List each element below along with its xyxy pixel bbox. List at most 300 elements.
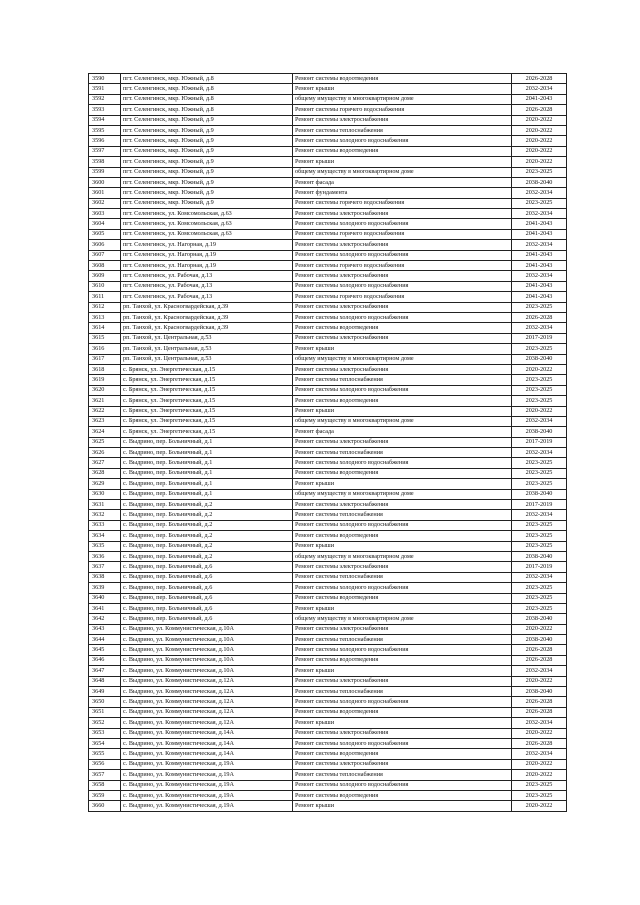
table-row [89, 603, 567, 613]
row-number-cell: 3618 [89, 364, 121, 374]
table-row [89, 146, 567, 156]
table-row [89, 531, 567, 541]
work-type-cell: Ремонт системы электроснабжения [293, 302, 512, 312]
period-cell: 2038-2040 [512, 614, 567, 624]
row-number-cell: 3656 [89, 759, 121, 769]
period-cell: 2023-2025 [512, 167, 567, 177]
address-cell: рп. Танхой, ул. Центральная, д.53 [121, 354, 293, 364]
row-number-cell: 3617 [89, 354, 121, 364]
address-cell: пгт. Селенгинск, ул. Рабочая, д.13 [121, 281, 293, 291]
table-row [89, 354, 567, 364]
period-cell: 2026-2028 [512, 655, 567, 665]
work-type-cell: общему имуществу в многоквартирном доме [293, 416, 512, 426]
period-cell: 2020-2022 [512, 728, 567, 738]
work-type-cell: Ремонт системы электроснабжения [293, 759, 512, 769]
row-number-cell: 3596 [89, 136, 121, 146]
address-cell: с. Брянск, ул. Энергетическая, д.15 [121, 427, 293, 437]
row-number-cell: 3619 [89, 375, 121, 385]
period-cell: 2041-2043 [512, 94, 567, 104]
row-number-cell: 3610 [89, 281, 121, 291]
table-row [89, 364, 567, 374]
work-type-cell: Ремонт системы холодного водоснабжения [293, 697, 512, 707]
table-row [89, 676, 567, 686]
row-number-cell: 3606 [89, 240, 121, 250]
period-cell: 2023-2025 [512, 302, 567, 312]
row-number-cell: 3646 [89, 655, 121, 665]
row-number-cell: 3615 [89, 333, 121, 343]
period-cell: 2038-2040 [512, 551, 567, 561]
table-row [89, 229, 567, 239]
table-row [89, 344, 567, 354]
address-cell: с. Выдрино, пер. Больничный, д.2 [121, 541, 293, 551]
table-row [89, 790, 567, 800]
table-row [89, 645, 567, 655]
row-number-cell: 3649 [89, 687, 121, 697]
work-type-cell: Ремонт системы горячего водоснабжения [293, 261, 512, 271]
period-cell: 2038-2040 [512, 635, 567, 645]
row-number-cell: 3658 [89, 780, 121, 790]
work-type-cell: Ремонт крыши [293, 603, 512, 613]
table-row [89, 177, 567, 187]
address-cell: пгт. Селенгинск, ул. Нагорная, д.19 [121, 250, 293, 260]
address-cell: с. Выдрино, ул. Коммунистическая, д.10А [121, 635, 293, 645]
row-number-cell: 3603 [89, 209, 121, 219]
table-row [89, 718, 567, 728]
row-number-cell: 3654 [89, 739, 121, 749]
work-type-cell: Ремонт крыши [293, 479, 512, 489]
address-cell: пгт. Селенгинск, мкр. Южный, д.9 [121, 198, 293, 208]
address-cell: с. Выдрино, пер. Больничный, д.6 [121, 593, 293, 603]
period-cell: 2041-2043 [512, 281, 567, 291]
work-type-cell: Ремонт системы теплоснабжения [293, 448, 512, 458]
row-number-cell: 3650 [89, 697, 121, 707]
table-row [89, 240, 567, 250]
work-type-cell: Ремонт системы электроснабжения [293, 333, 512, 343]
row-number-cell: 3601 [89, 188, 121, 198]
table-row [89, 375, 567, 385]
table-row [89, 562, 567, 572]
period-cell: 2041-2043 [512, 229, 567, 239]
row-number-cell: 3614 [89, 323, 121, 333]
period-cell: 2038-2040 [512, 177, 567, 187]
table-row [89, 572, 567, 582]
table-row [89, 198, 567, 208]
work-type-cell: Ремонт системы водоотведения [293, 146, 512, 156]
period-cell: 2038-2040 [512, 427, 567, 437]
work-type-cell: общему имуществу в многоквартирном доме [293, 489, 512, 499]
period-cell: 2026-2028 [512, 74, 567, 84]
work-type-cell: Ремонт системы электроснабжения [293, 240, 512, 250]
work-type-cell: общему имуществу в многоквартирном доме [293, 614, 512, 624]
table-row [89, 167, 567, 177]
period-cell: 2041-2043 [512, 261, 567, 271]
address-cell: пгт. Селенгинск, мкр. Южный, д.9 [121, 146, 293, 156]
address-cell: с. Выдрино, ул. Коммунистическая, д.14А [121, 728, 293, 738]
period-cell: 2023-2025 [512, 541, 567, 551]
table-row [89, 292, 567, 302]
work-type-cell: Ремонт системы холодного водоснабжения [293, 739, 512, 749]
table-body [89, 74, 567, 812]
work-type-cell: Ремонт системы холодного водоснабжения [293, 281, 512, 291]
row-number-cell: 3657 [89, 770, 121, 780]
row-number-cell: 3660 [89, 801, 121, 811]
address-cell: пгт. Селенгинск, мкр. Южный, д.9 [121, 177, 293, 187]
table-row [89, 136, 567, 146]
address-cell: с. Выдрино, пер. Больничный, д.1 [121, 458, 293, 468]
period-cell: 2020-2022 [512, 406, 567, 416]
table-row [89, 728, 567, 738]
work-type-cell: Ремонт крыши [293, 84, 512, 94]
work-type-cell: Ремонт крыши [293, 406, 512, 416]
work-type-cell: Ремонт крыши [293, 344, 512, 354]
period-cell: 2017-2019 [512, 333, 567, 343]
address-cell: пгт. Селенгинск, мкр. Южный, д.9 [121, 115, 293, 125]
row-number-cell: 3608 [89, 261, 121, 271]
table-row [89, 655, 567, 665]
address-cell: с. Выдрино, пер. Больничный, д.1 [121, 468, 293, 478]
work-type-cell: Ремонт системы холодного водоснабжения [293, 250, 512, 260]
work-type-cell: Ремонт системы водоотведения [293, 74, 512, 84]
table-row [89, 125, 567, 135]
work-type-cell: Ремонт системы водоотведения [293, 655, 512, 665]
table-row [89, 770, 567, 780]
period-cell: 2020-2022 [512, 146, 567, 156]
period-cell: 2038-2040 [512, 354, 567, 364]
address-cell: с. Выдрино, пер. Больничный, д.6 [121, 562, 293, 572]
work-type-cell: Ремонт системы водоотведения [293, 593, 512, 603]
work-type-cell: Ремонт системы теплоснабжения [293, 125, 512, 135]
work-type-cell: Ремонт системы электроснабжения [293, 624, 512, 634]
work-type-cell: Ремонт крыши [293, 666, 512, 676]
row-number-cell: 3607 [89, 250, 121, 260]
row-number-cell: 3591 [89, 84, 121, 94]
row-number-cell: 3625 [89, 437, 121, 447]
address-cell: рп. Танхой, ул. Центральная, д.53 [121, 333, 293, 343]
address-cell: пгт. Селенгинск, мкр. Южный, д.9 [121, 125, 293, 135]
row-number-cell: 3637 [89, 562, 121, 572]
table-row [89, 385, 567, 395]
work-type-cell: Ремонт фасада [293, 427, 512, 437]
address-cell: с. Выдрино, пер. Больничный, д.6 [121, 572, 293, 582]
address-cell: пгт. Селенгинск, ул. Комсомольская, д.63 [121, 209, 293, 219]
work-type-cell: Ремонт крыши [293, 718, 512, 728]
work-type-cell: Ремонт системы водоотведения [293, 323, 512, 333]
address-cell: с. Выдрино, пер. Больничный, д.1 [121, 448, 293, 458]
table-row [89, 749, 567, 759]
period-cell: 2026-2028 [512, 707, 567, 717]
period-cell: 2020-2022 [512, 770, 567, 780]
period-cell: 2026-2028 [512, 312, 567, 322]
period-cell: 2026-2028 [512, 739, 567, 749]
period-cell: 2020-2022 [512, 157, 567, 167]
address-cell: с. Выдрино, ул. Коммунистическая, д.12А [121, 707, 293, 717]
work-type-cell: Ремонт системы теплоснабжения [293, 375, 512, 385]
row-number-cell: 3632 [89, 510, 121, 520]
work-type-cell: Ремонт крыши [293, 801, 512, 811]
work-type-cell: Ремонт системы холодного водоснабжения [293, 458, 512, 468]
work-type-cell: Ремонт системы холодного водоснабжения [293, 219, 512, 229]
table-row [89, 458, 567, 468]
address-cell: с. Выдрино, пер. Больничный, д.2 [121, 500, 293, 510]
period-cell: 2020-2022 [512, 624, 567, 634]
period-cell: 2026-2028 [512, 105, 567, 115]
work-type-cell: Ремонт системы электроснабжения [293, 364, 512, 374]
row-number-cell: 3659 [89, 790, 121, 800]
work-type-cell: Ремонт системы водоотведения [293, 707, 512, 717]
address-cell: с. Выдрино, ул. Коммунистическая, д.10А [121, 655, 293, 665]
period-cell: 2017-2019 [512, 437, 567, 447]
work-type-cell: общему имуществу в многоквартирном доме [293, 94, 512, 104]
period-cell: 2020-2022 [512, 676, 567, 686]
period-cell: 2017-2019 [512, 500, 567, 510]
row-number-cell: 3612 [89, 302, 121, 312]
row-number-cell: 3623 [89, 416, 121, 426]
address-cell: пгт. Селенгинск, мкр. Южный, д.9 [121, 136, 293, 146]
row-number-cell: 3652 [89, 718, 121, 728]
table-row [89, 437, 567, 447]
table-row [89, 780, 567, 790]
period-cell: 2020-2022 [512, 364, 567, 374]
repair-schedule-table [88, 73, 567, 812]
row-number-cell: 3602 [89, 198, 121, 208]
table-row [89, 281, 567, 291]
table-row [89, 427, 567, 437]
work-type-cell: Ремонт системы горячего водоснабжения [293, 105, 512, 115]
period-cell: 2032-2034 [512, 572, 567, 582]
period-cell: 2032-2034 [512, 323, 567, 333]
address-cell: с. Брянск, ул. Энергетическая, д.15 [121, 375, 293, 385]
period-cell: 2041-2043 [512, 250, 567, 260]
table-row [89, 302, 567, 312]
period-cell: 2023-2025 [512, 603, 567, 613]
table-row [89, 74, 567, 84]
work-type-cell: Ремонт системы водоотведения [293, 531, 512, 541]
address-cell: с. Выдрино, ул. Коммунистическая, д.10А [121, 666, 293, 676]
row-number-cell: 3616 [89, 344, 121, 354]
table-row [89, 219, 567, 229]
address-cell: с. Выдрино, ул. Коммунистическая, д.10А [121, 624, 293, 634]
address-cell: с. Выдрино, ул. Коммунистическая, д.19А [121, 759, 293, 769]
work-type-cell: Ремонт системы теплоснабжения [293, 635, 512, 645]
address-cell: с. Выдрино, ул. Коммунистическая, д.19А [121, 770, 293, 780]
row-number-cell: 3638 [89, 572, 121, 582]
period-cell: 2023-2025 [512, 531, 567, 541]
period-cell: 2020-2022 [512, 115, 567, 125]
period-cell: 2023-2025 [512, 790, 567, 800]
work-type-cell: Ремонт системы горячего водоснабжения [293, 198, 512, 208]
row-number-cell: 3594 [89, 115, 121, 125]
period-cell: 2023-2025 [512, 396, 567, 406]
row-number-cell: 3634 [89, 531, 121, 541]
period-cell: 2032-2034 [512, 416, 567, 426]
row-number-cell: 3611 [89, 292, 121, 302]
period-cell: 2032-2034 [512, 209, 567, 219]
table-row [89, 250, 567, 260]
work-type-cell: Ремонт системы водоотведения [293, 396, 512, 406]
table-row [89, 801, 567, 811]
work-type-cell: Ремонт системы холодного водоснабжения [293, 520, 512, 530]
table-row [89, 468, 567, 478]
period-cell: 2041-2043 [512, 219, 567, 229]
table-row [89, 323, 567, 333]
address-cell: с. Брянск, ул. Энергетическая, д.15 [121, 406, 293, 416]
work-type-cell: Ремонт крыши [293, 157, 512, 167]
table-row [89, 489, 567, 499]
address-cell: пгт. Селенгинск, мкр. Южный, д.8 [121, 84, 293, 94]
address-cell: рп. Танхой, ул. Красногвардейская, д.39 [121, 323, 293, 333]
row-number-cell: 3609 [89, 271, 121, 281]
table-row [89, 396, 567, 406]
address-cell: с. Брянск, ул. Энергетическая, д.15 [121, 364, 293, 374]
row-number-cell: 3595 [89, 125, 121, 135]
work-type-cell: Ремонт системы электроснабжения [293, 115, 512, 125]
row-number-cell: 3592 [89, 94, 121, 104]
period-cell: 2023-2025 [512, 468, 567, 478]
address-cell: с. Выдрино, ул. Коммунистическая, д.19А [121, 801, 293, 811]
table-row [89, 593, 567, 603]
row-number-cell: 3590 [89, 74, 121, 84]
work-type-cell: Ремонт системы теплоснабжения [293, 770, 512, 780]
row-number-cell: 3624 [89, 427, 121, 437]
address-cell: с. Выдрино, ул. Коммунистическая, д.12А [121, 718, 293, 728]
row-number-cell: 3644 [89, 635, 121, 645]
period-cell: 2041-2043 [512, 292, 567, 302]
row-number-cell: 3599 [89, 167, 121, 177]
period-cell: 2026-2028 [512, 645, 567, 655]
address-cell: рп. Танхой, ул. Красногвардейская, д.39 [121, 312, 293, 322]
row-number-cell: 3628 [89, 468, 121, 478]
table-row [89, 416, 567, 426]
table-row [89, 94, 567, 104]
work-type-cell: Ремонт системы горячего водоснабжения [293, 229, 512, 239]
table-row [89, 115, 567, 125]
row-number-cell: 3633 [89, 520, 121, 530]
table-row [89, 614, 567, 624]
work-type-cell: Ремонт системы холодного водоснабжения [293, 583, 512, 593]
work-type-cell: Ремонт системы электроснабжения [293, 437, 512, 447]
address-cell: пгт. Селенгинск, ул. Нагорная, д.19 [121, 240, 293, 250]
row-number-cell: 3604 [89, 219, 121, 229]
address-cell: с. Выдрино, пер. Больничный, д.2 [121, 520, 293, 530]
address-cell: пгт. Селенгинск, мкр. Южный, д.9 [121, 188, 293, 198]
address-cell: с. Выдрино, пер. Больничный, д.2 [121, 551, 293, 561]
table-row [89, 500, 567, 510]
address-cell: с. Выдрино, пер. Больничный, д.6 [121, 614, 293, 624]
period-cell: 2023-2025 [512, 198, 567, 208]
address-cell: пгт. Селенгинск, ул. Комсомольская, д.63 [121, 229, 293, 239]
address-cell: пгт. Селенгинск, мкр. Южный, д.9 [121, 167, 293, 177]
address-cell: с. Брянск, ул. Энергетическая, д.15 [121, 416, 293, 426]
row-number-cell: 3642 [89, 614, 121, 624]
work-type-cell: Ремонт системы электроснабжения [293, 728, 512, 738]
address-cell: пгт. Селенгинск, мкр. Южный, д.8 [121, 74, 293, 84]
table-row [89, 84, 567, 94]
row-number-cell: 3621 [89, 396, 121, 406]
address-cell: пгт. Селенгинск, мкр. Южный, д.8 [121, 105, 293, 115]
period-cell: 2020-2022 [512, 136, 567, 146]
work-type-cell: Ремонт системы холодного водоснабжения [293, 780, 512, 790]
row-number-cell: 3613 [89, 312, 121, 322]
row-number-cell: 3651 [89, 707, 121, 717]
table-row [89, 635, 567, 645]
period-cell: 2023-2025 [512, 344, 567, 354]
table-row [89, 697, 567, 707]
table-row [89, 666, 567, 676]
row-number-cell: 3647 [89, 666, 121, 676]
address-cell: с. Выдрино, пер. Больничный, д.6 [121, 603, 293, 613]
address-cell: с. Выдрино, ул. Коммунистическая, д.12А [121, 687, 293, 697]
table-row [89, 520, 567, 530]
row-number-cell: 3636 [89, 551, 121, 561]
table-row [89, 624, 567, 634]
document-page [88, 73, 566, 812]
period-cell: 2032-2034 [512, 510, 567, 520]
address-cell: с. Выдрино, пер. Больничный, д.6 [121, 583, 293, 593]
row-number-cell: 3620 [89, 385, 121, 395]
work-type-cell: Ремонт фасада [293, 177, 512, 187]
address-cell: с. Выдрино, ул. Коммунистическая, д.14А [121, 739, 293, 749]
period-cell: 2038-2040 [512, 687, 567, 697]
work-type-cell: Ремонт системы водоотведения [293, 749, 512, 759]
row-number-cell: 3626 [89, 448, 121, 458]
row-number-cell: 3600 [89, 177, 121, 187]
work-type-cell: Ремонт фундамента [293, 188, 512, 198]
address-cell: с. Выдрино, ул. Коммунистическая, д.14А [121, 749, 293, 759]
row-number-cell: 3645 [89, 645, 121, 655]
address-cell: с. Выдрино, пер. Больничный, д.1 [121, 489, 293, 499]
address-cell: рп. Танхой, ул. Красногвардейская, д.39 [121, 302, 293, 312]
row-number-cell: 3640 [89, 593, 121, 603]
period-cell: 2038-2040 [512, 489, 567, 499]
row-number-cell: 3631 [89, 500, 121, 510]
work-type-cell: Ремонт системы электроснабжения [293, 500, 512, 510]
work-type-cell: Ремонт системы горячего водоснабжения [293, 292, 512, 302]
table-row [89, 551, 567, 561]
period-cell: 2020-2022 [512, 801, 567, 811]
table-row [89, 271, 567, 281]
period-cell: 2032-2034 [512, 666, 567, 676]
period-cell: 2032-2034 [512, 84, 567, 94]
row-number-cell: 3655 [89, 749, 121, 759]
row-number-cell: 3627 [89, 458, 121, 468]
table-row [89, 188, 567, 198]
work-type-cell: Ремонт системы электроснабжения [293, 209, 512, 219]
work-type-cell: Ремонт системы холодного водоснабжения [293, 312, 512, 322]
table-row [89, 157, 567, 167]
table-row [89, 261, 567, 271]
table-row [89, 687, 567, 697]
work-type-cell: Ремонт системы водоотведения [293, 468, 512, 478]
table-row [89, 759, 567, 769]
period-cell: 2032-2034 [512, 240, 567, 250]
table-row [89, 448, 567, 458]
table-row [89, 707, 567, 717]
period-cell: 2023-2025 [512, 479, 567, 489]
address-cell: с. Выдрино, пер. Больничный, д.1 [121, 437, 293, 447]
table-row [89, 510, 567, 520]
address-cell: пгт. Селенгинск, ул. Рабочая, д.13 [121, 292, 293, 302]
row-number-cell: 3643 [89, 624, 121, 634]
row-number-cell: 3635 [89, 541, 121, 551]
address-cell: с. Выдрино, пер. Больничный, д.2 [121, 531, 293, 541]
address-cell: с. Выдрино, ул. Коммунистическая, д.19А [121, 780, 293, 790]
period-cell: 2026-2028 [512, 697, 567, 707]
work-type-cell: общему имуществу в многоквартирном доме [293, 551, 512, 561]
row-number-cell: 3597 [89, 146, 121, 156]
period-cell: 2032-2034 [512, 188, 567, 198]
row-number-cell: 3648 [89, 676, 121, 686]
address-cell: с. Выдрино, ул. Коммунистическая, д.12А [121, 697, 293, 707]
